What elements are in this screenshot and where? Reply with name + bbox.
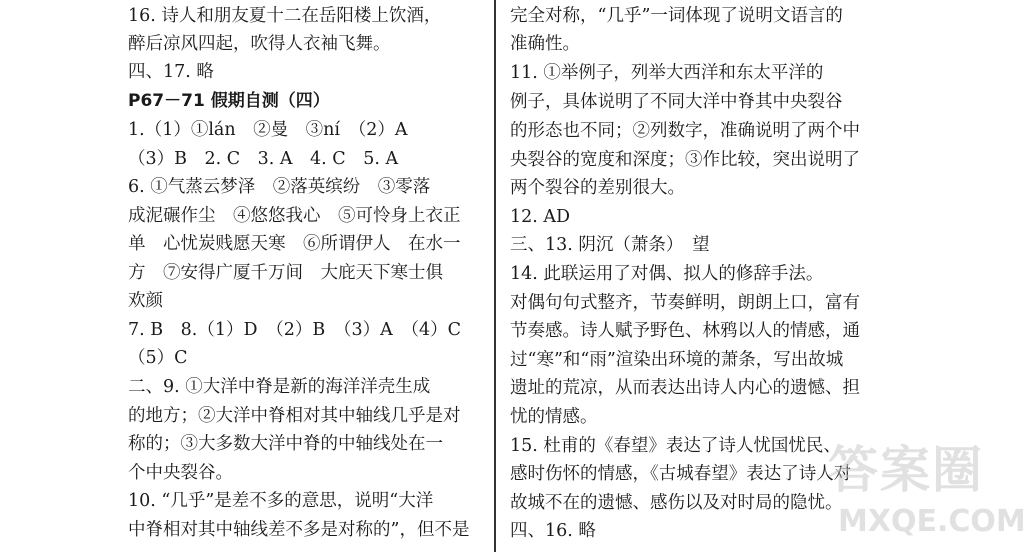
left-line: 方 ⑦安得广厦千万间 大庇天下寒士俱 <box>128 263 443 283</box>
left-line: 的地方；②大洋中脊相对其中轴线几乎是对 <box>128 406 461 426</box>
right-line: 节奏感。诗人赋予野色、林鸦以人的情感，通 <box>510 321 860 341</box>
column-divider <box>494 0 496 552</box>
right-line: 12. AD <box>510 207 571 227</box>
left-line: （5）C <box>128 348 188 368</box>
left-line: 10. “几乎”是差不多的意思，说明“大洋 <box>128 491 434 511</box>
right-line: 央裂谷的宽度和深度；③作比较，突出说明了 <box>510 150 860 170</box>
right-line: 15. 杜甫的《春望》表达了诗人忧国忧民、 <box>510 436 841 456</box>
left-line: 中脊相对其中轴线差不多是对称的”，但不是 <box>128 520 470 540</box>
right-line: 的形态也不同；②列数字，准确说明了两个中 <box>510 121 860 141</box>
left-line: 7. B 8.（1）D （2）B （3）A （4）C <box>128 320 462 340</box>
right-line: 两个裂谷的差别很大。 <box>510 178 685 198</box>
left-line: 个中央裂谷。 <box>128 463 233 483</box>
right-line: 忧的情感。 <box>510 407 598 427</box>
left-line: 6. ①气蒸云梦泽 ②落英缤纷 ③零落 <box>128 177 431 197</box>
right-line: 例子，具体说明了不同大洋中脊其中央裂谷 <box>510 92 843 112</box>
left-line: 四、17. 略 <box>128 62 214 82</box>
left-line: 欢颜 <box>128 291 163 311</box>
right-line: 完全对称，“几乎”一词体现了说明文语言的 <box>510 6 843 26</box>
watermark-text: 答案圈 <box>828 441 984 499</box>
left-line: 16. 诗人和朋友夏十二在岳阳楼上饮酒， <box>128 6 442 26</box>
right-line: 14. 此联运用了对偶、拟人的修辞手法。 <box>510 264 824 284</box>
watermark-url: MXQE.COM <box>838 504 1026 539</box>
section-heading: P67－71 假期自测（四） <box>128 91 330 111</box>
left-line: 二、9. ①大洋中脊是新的海洋洋壳生成 <box>128 377 431 397</box>
left-line: 称的；③大多数大洋中脊的中轴线处在一 <box>128 434 443 454</box>
right-line: 准确性。 <box>510 34 580 54</box>
left-line: 醉后凉风四起，吹得人衣袖飞舞。 <box>128 34 391 54</box>
left-line: 成泥碾作尘 ④悠悠我心 ⑤可怜身上衣正 <box>128 206 461 226</box>
right-line: 感时伤怀的情感，《古城春望》表达了诗人对 <box>510 464 852 484</box>
right-line: 故城不在的遗憾、感伤以及对时局的隐忧。 <box>510 493 843 513</box>
watermark-logo <box>828 440 1026 550</box>
right-line: 遗址的荒凉，从而表达出诗人内心的遗憾、担 <box>510 378 860 398</box>
right-line: 对偶句句式整齐，节奏鲜明，朗朗上口，富有 <box>510 293 860 313</box>
right-line: 三、13. 阴沉（萧条） 望 <box>510 235 710 255</box>
left-line: （3）B 2. C 3. A 4. C 5. A <box>128 149 399 169</box>
right-line: 11. ①举例子，列举大西洋和东太平洋的 <box>510 63 824 83</box>
left-line: 单 心忧炭贱愿天寒 ⑥所谓伊人 在水一 <box>128 234 461 254</box>
right-line: 四、16. 略 <box>510 521 596 541</box>
left-line: 1.（1）①lán ②曼 ③ní （2）A <box>128 120 408 140</box>
right-line: 过“寒”和“雨”渲染出环境的萧条，写出故城 <box>510 350 844 370</box>
